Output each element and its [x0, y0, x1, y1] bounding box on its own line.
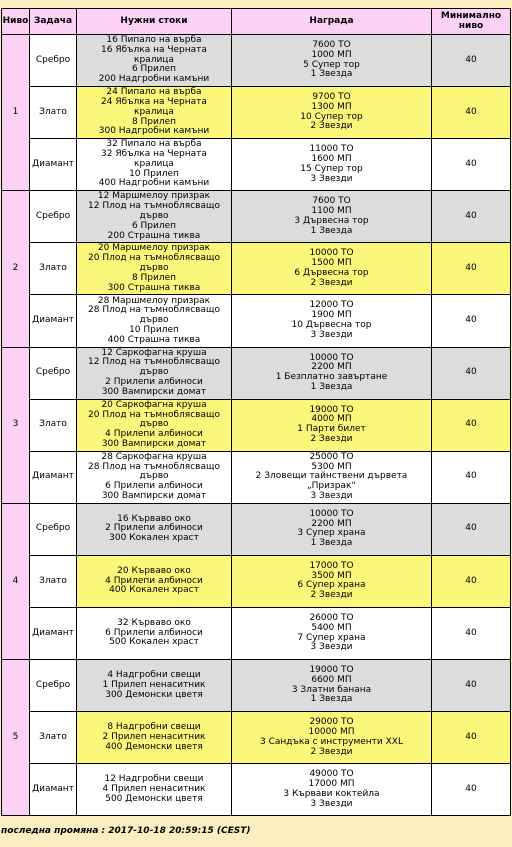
reward-cell-line: 1 Звезда	[310, 381, 353, 392]
stock-cell-line: 400 Надгробни камъни	[98, 178, 210, 189]
reward-cell-line: 17000 МП	[308, 779, 355, 790]
reward-cell-line: 2 Звезди	[310, 746, 353, 757]
stock-cell	[77, 712, 232, 764]
table-row	[2, 35, 511, 87]
reward-cell-line: 2 Звезди	[310, 121, 353, 132]
header-min-level-line: Минимално	[440, 10, 502, 21]
quest-table	[1, 8, 511, 816]
reward-cell-line: 7600 ТО	[312, 39, 351, 50]
stock-cell	[77, 191, 232, 243]
stock-cell-line: 24 Ябълка на Черната	[101, 96, 207, 107]
stock-cell-line: 16 Кърваво око	[117, 513, 191, 524]
stock-cell-line: 32 Пипало на върба	[106, 139, 202, 150]
stock-cell-line: 12 Маршмелоу призрак	[97, 191, 211, 202]
stock-cell-line: 400 Кокален храст	[109, 585, 199, 596]
min-level-cell: 40	[432, 243, 511, 295]
min-level-cell: 40	[432, 87, 511, 139]
reward-cell-line: 3 Супер храна	[297, 528, 366, 539]
table-row	[2, 87, 511, 139]
min-level-cell: 40	[432, 660, 511, 712]
reward-cell-line: 25000 ТО	[309, 451, 354, 462]
stock-cell-line: 20 Плод на тъмноблясващо	[88, 253, 220, 264]
min-level-cell: 40	[432, 399, 511, 451]
min-level-cell: 40	[432, 35, 511, 87]
stock-cell-line: 200 Страшна тиква	[107, 230, 201, 241]
reward-cell-line: 1100 МП	[311, 206, 352, 217]
table-row	[2, 347, 511, 399]
header-min-level	[432, 9, 511, 35]
table-row	[2, 764, 511, 816]
stock-cell-line: 28 Плод на тъмноблясващо	[88, 305, 220, 316]
stock-cell-line: 12 Саркофагна круша	[101, 347, 207, 358]
table-row	[2, 139, 511, 191]
reward-cell-line: 17000 ТО	[309, 560, 354, 571]
stock-cell-line: 6 Прилепи албиноси	[105, 481, 203, 492]
stock-cell-line: дърво	[139, 210, 169, 221]
stock-cell-line: 300 Надгробни камъни	[98, 126, 210, 137]
reward-cell-line: 12000 ТО	[309, 300, 354, 311]
task-cell: Диамант	[30, 451, 77, 503]
min-level-cell: 40	[432, 139, 511, 191]
reward-cell	[232, 451, 432, 503]
task-cell: Сребро	[30, 191, 77, 243]
stock-cell-line: 200 Надгробни камъни	[98, 74, 210, 85]
task-cell: Сребро	[30, 35, 77, 87]
header-stock: Нужни стоки	[77, 9, 232, 35]
reward-cell	[232, 347, 432, 399]
stock-cell-line: 32 Ябълка на Черната	[101, 149, 207, 160]
reward-cell-line: 2 Звезди	[310, 277, 353, 288]
task-cell: Диамант	[30, 295, 77, 347]
stock-cell-line: 28 Плод на тъмноблясващо	[88, 461, 220, 472]
stock-cell-line: 4 Прилеп ненаситник	[102, 783, 206, 794]
stock-cell-line: 400 Демонски цветя	[105, 741, 203, 752]
stock-cell-line: кралица	[134, 158, 174, 169]
min-level-cell: 40	[432, 451, 511, 503]
task-cell: Диамант	[30, 139, 77, 191]
reward-cell	[232, 191, 432, 243]
stock-cell	[77, 399, 232, 451]
reward-cell-line: 10000 МП	[308, 726, 355, 737]
reward-cell	[232, 35, 432, 87]
task-cell: Сребро	[30, 660, 77, 712]
stock-cell-line: 12 Надгробни свещи	[104, 774, 204, 785]
reward-cell-line: 2200 МП	[311, 362, 352, 373]
reward-cell-line: 1600 МП	[311, 153, 352, 164]
reward-cell-line: 1 Звезда	[310, 694, 353, 705]
reward-cell-line: 2 Звезди	[310, 590, 353, 601]
stock-cell-line: 1 Прилеп ненаситник	[102, 679, 206, 690]
reward-cell-line: 2200 МП	[311, 518, 352, 529]
stock-cell	[77, 243, 232, 295]
stock-cell	[77, 347, 232, 399]
reward-cell-line: 10 Дървесна тор	[291, 320, 372, 331]
reward-cell-line: 6 Супер храна	[297, 580, 366, 591]
table-row	[2, 451, 511, 503]
reward-cell-line: 3 Дървесна тор	[294, 215, 369, 226]
stock-cell	[77, 35, 232, 87]
reward-cell-line: 9700 ТО	[312, 92, 351, 103]
reward-cell-line: 5 Супер тор	[303, 59, 360, 70]
reward-cell-line: 3 Звезди	[310, 642, 353, 653]
reward-cell-line: 19000 ТО	[309, 404, 354, 415]
stock-cell-line: 500 Демонски цветя	[105, 793, 203, 804]
level-cell: 1	[2, 35, 30, 191]
reward-cell-line: 6 Дървесна тор	[294, 267, 369, 278]
reward-cell-line: 7600 ТО	[312, 196, 351, 207]
reward-cell-line: 3 Звезди	[310, 490, 353, 501]
stock-cell	[77, 87, 232, 139]
reward-cell-line: 3 Звезди	[310, 329, 353, 340]
task-cell: Диамант	[30, 608, 77, 660]
stock-cell-line: 4 Надгробни свещи	[107, 669, 201, 680]
table-row	[2, 660, 511, 712]
reward-cell	[232, 295, 432, 347]
reward-cell-line: 6600 МП	[311, 674, 352, 685]
min-level-cell: 40	[432, 608, 511, 660]
stock-cell-line: 32 Кърваво око	[117, 617, 191, 628]
task-cell: Диамант	[30, 764, 77, 816]
reward-cell-line: 1000 МП	[311, 49, 352, 60]
reward-cell-line: 3 Кървави коктейла	[283, 788, 380, 799]
last-modified-footer: последна промяна : 2017-10-18 20:59:15 (CEST)	[1, 826, 251, 836]
reward-cell	[232, 87, 432, 139]
task-cell: Сребро	[30, 503, 77, 555]
table-row	[2, 191, 511, 243]
stock-cell-line: дърво	[139, 315, 169, 326]
stock-cell-line: 20 Саркофагна круша	[101, 399, 207, 410]
reward-cell-line: 3 Звезди	[310, 173, 353, 184]
reward-cell-line: 4000 МП	[311, 414, 352, 425]
stock-cell-line: 20 Плод на тъмноблясващо	[88, 409, 220, 420]
stock-cell	[77, 451, 232, 503]
min-level-cell: 40	[432, 347, 511, 399]
stock-cell-line: 12 Плод на тъмноблясващо	[88, 201, 220, 212]
reward-cell	[232, 555, 432, 607]
stock-cell-line: 300 Демонски цветя	[105, 689, 203, 700]
level-cell: 5	[2, 660, 30, 816]
task-cell: Злато	[30, 243, 77, 295]
task-cell: Сребро	[30, 347, 77, 399]
table-row	[2, 295, 511, 347]
task-cell: Злато	[30, 555, 77, 607]
reward-cell-line: 5400 МП	[311, 622, 352, 633]
table-row	[2, 712, 511, 764]
stock-cell	[77, 764, 232, 816]
stock-cell-line: 10 Прилеп	[129, 168, 179, 179]
reward-cell-line: 1300 МП	[311, 101, 352, 112]
stock-cell-line: 16 Ябълка на Черната	[101, 44, 207, 55]
reward-cell	[232, 608, 432, 660]
level-cell: 4	[2, 503, 30, 659]
reward-cell-line: 2 Зловещи тайнствени дървета	[255, 471, 408, 482]
reward-cell-line: 1500 МП	[311, 258, 352, 269]
stock-cell-line: дърво	[139, 367, 169, 378]
stock-cell-line: 8 Надгробни свещи	[107, 722, 201, 733]
reward-cell-line: 10000 ТО	[309, 508, 354, 519]
reward-cell-line: 1 Звезда	[310, 225, 353, 236]
stock-cell-line: 300 Вампирски домат	[101, 386, 207, 397]
stock-cell	[77, 139, 232, 191]
reward-cell-line: 19000 ТО	[309, 665, 354, 676]
stock-cell	[77, 295, 232, 347]
reward-cell	[232, 712, 432, 764]
table-row	[2, 555, 511, 607]
reward-cell	[232, 399, 432, 451]
stock-cell-line: 4 Прилепи албиноси	[105, 575, 203, 586]
table-body	[2, 35, 511, 816]
reward-cell-line: 3 Звезди	[310, 798, 353, 809]
reward-cell-line: 3500 МП	[311, 570, 352, 581]
reward-cell-line: 3 Сандъка с инструменти XXL	[260, 736, 403, 747]
stock-cell	[77, 503, 232, 555]
stock-cell-line: 6 Прилеп	[131, 64, 177, 75]
min-level-cell: 40	[432, 503, 511, 555]
stock-cell-line: 28 Саркофагна круша	[101, 451, 207, 462]
reward-cell-line: 1 Звезда	[310, 538, 353, 549]
stock-cell	[77, 608, 232, 660]
reward-cell	[232, 139, 432, 191]
stock-cell-line: дърво	[139, 263, 169, 274]
min-level-cell: 40	[432, 295, 511, 347]
header-task: Задача	[30, 9, 77, 35]
stock-cell-line: 6 Прилеп	[131, 220, 177, 231]
table-row	[2, 243, 511, 295]
stock-cell-line: 2 Прилепи албиноси	[105, 523, 203, 534]
min-level-cell: 40	[432, 191, 511, 243]
header-reward: Награда	[232, 9, 432, 35]
level-cell: 2	[2, 191, 30, 347]
table-row	[2, 608, 511, 660]
stock-cell-line: 8 Прилеп	[131, 116, 177, 127]
reward-cell-line: 10000 ТО	[309, 248, 354, 259]
header-level: Ниво	[2, 9, 30, 35]
reward-cell-line: 7 Супер храна	[297, 632, 366, 643]
reward-cell	[232, 243, 432, 295]
reward-cell-line: 49000 ТО	[309, 769, 354, 780]
stock-cell-line: 8 Прилеп	[131, 272, 177, 283]
reward-cell-line: 2 Звезди	[310, 434, 353, 444]
stock-cell	[77, 660, 232, 712]
stock-cell-line: 500 Кокален храст	[109, 637, 199, 648]
min-level-cell: 40	[432, 555, 511, 607]
reward-cell-line: 11000 ТО	[309, 144, 354, 155]
reward-cell	[232, 503, 432, 555]
reward-cell-line: 5300 МП	[311, 461, 352, 472]
header-min-level-line: ниво	[458, 20, 484, 31]
stock-cell-line: 2 Прилеп ненаситник	[102, 731, 206, 742]
stock-cell-line: 400 Страшна тиква	[107, 334, 201, 345]
stock-cell-line: кралица	[134, 106, 174, 117]
stock-cell-line: 300 Страшна тиква	[107, 282, 201, 293]
header-row	[2, 9, 511, 35]
reward-cell-line: 15 Супер тор	[300, 163, 363, 174]
reward-cell-line: 1900 МП	[311, 310, 352, 321]
stock-cell-line: дърво	[139, 419, 169, 430]
stock-cell-line: 300 Кокален храст	[109, 533, 199, 544]
reward-cell-line: 1 Безплатно завъртане	[275, 372, 388, 383]
reward-cell-line: „Призрак“	[306, 481, 357, 492]
reward-cell-line: 29000 ТО	[309, 717, 354, 728]
stock-cell-line: 300 Вампирски домат	[101, 438, 207, 449]
stock-cell-line: 12 Плод на тъмноблясващо	[88, 357, 220, 368]
table-row	[2, 399, 511, 451]
reward-cell-line: 10 Супер тор	[300, 111, 363, 122]
stock-cell	[77, 555, 232, 607]
stock-cell-line: 20 Маршмелоу призрак	[97, 243, 211, 254]
min-level-cell: 40	[432, 764, 511, 816]
stock-cell-line: дърво	[139, 471, 169, 482]
reward-cell-line: 10000 ТО	[309, 352, 354, 363]
task-cell: Злато	[30, 87, 77, 139]
level-cell: 3	[2, 347, 30, 503]
stock-cell-line: 16 Пипало на върба	[106, 35, 202, 46]
reward-cell-line: 1 Парти билет	[297, 424, 366, 435]
reward-cell-line: 1 Звезда	[310, 69, 353, 80]
task-cell: Злато	[30, 399, 77, 451]
stock-cell-line: 6 Прилепи албиноси	[105, 627, 203, 638]
stock-cell-line: 20 Кърваво око	[117, 565, 191, 576]
min-level-cell: 40	[432, 712, 511, 764]
stock-cell-line: 24 Пипало на върба	[106, 87, 202, 98]
reward-cell	[232, 764, 432, 816]
reward-cell-line: 3 Златни банана	[291, 684, 372, 695]
stock-cell-line: 2 Прилепи албиноси	[105, 377, 203, 387]
task-cell: Злато	[30, 712, 77, 764]
table-row	[2, 503, 511, 555]
reward-cell	[232, 660, 432, 712]
stock-cell-line: 300 Вампирски домат	[101, 490, 207, 501]
stock-cell-line: 10 Прилеп	[129, 324, 179, 335]
stock-cell-line: 4 Прилепи албиноси	[105, 429, 203, 440]
stock-cell-line: 28 Маршмелоу призрак	[97, 295, 211, 306]
reward-cell-line: 26000 ТО	[309, 612, 354, 623]
stock-cell-line: кралица	[134, 54, 174, 65]
